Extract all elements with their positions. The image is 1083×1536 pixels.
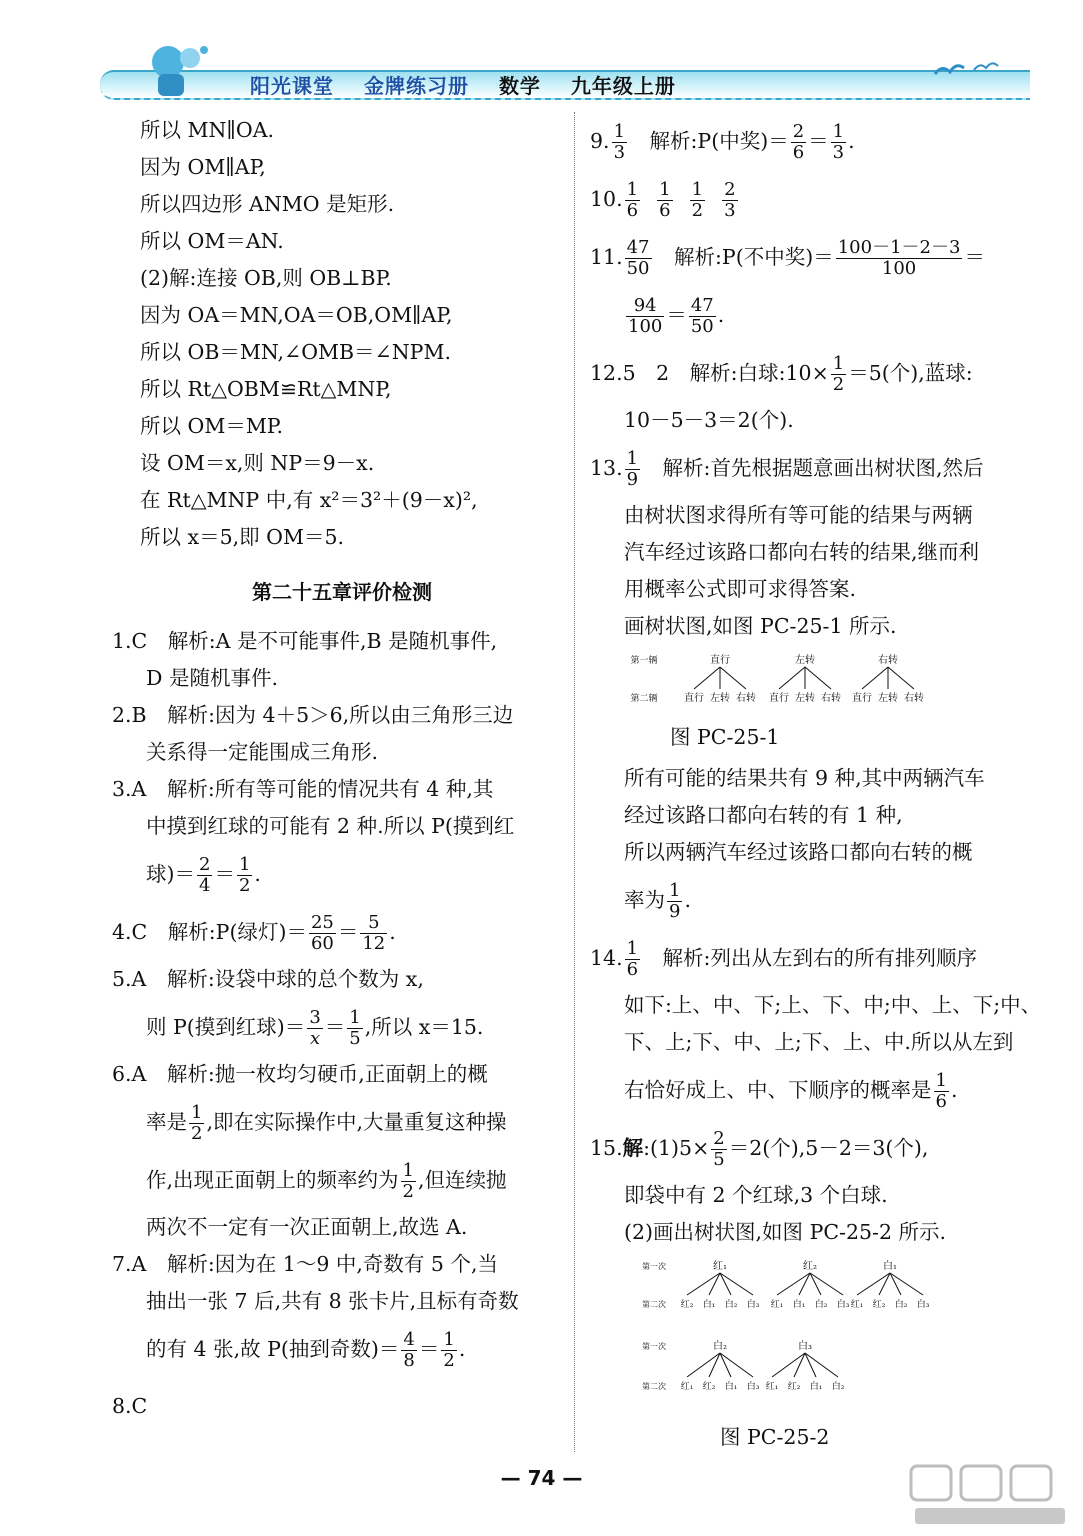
tree-branch — [720, 667, 746, 689]
fraction — [625, 939, 640, 980]
tree-row-label: 第二次 — [642, 1300, 666, 1309]
tree-node: 红₂ — [802, 1261, 818, 1272]
answer-line: 7.A 解析:因为在 1～9 中,奇数有 5 个,当 — [112, 1252, 498, 1276]
proof-line: 所以 x＝5,即 OM＝5. — [140, 525, 345, 549]
text: 的有 4 张,故 P(抽到奇数)＝ — [146, 1337, 400, 1361]
tree-diagram-pc-25-1 — [630, 651, 1060, 756]
denominator: 6 — [626, 959, 639, 980]
tree-row-label: 第一次 — [642, 1262, 666, 1271]
answer-line: 汽车经过该路口都向右转的结果,继而利 — [624, 540, 980, 564]
denominator: 6 — [935, 1091, 947, 1112]
denominator: 5 — [713, 1149, 725, 1170]
answer-line: 所以两辆汽车经过该路口都向右转的概 — [624, 840, 973, 864]
tree-leaf: 左转 — [878, 693, 898, 704]
answer-q3 — [112, 771, 572, 903]
text: . — [389, 920, 396, 944]
numerator: 1 — [402, 1160, 414, 1181]
header-grade: 九年级上册 — [570, 74, 676, 98]
tree-diagram-pc-25-2 — [640, 1257, 1060, 1456]
text: ,但连续抛 — [417, 1168, 507, 1192]
tree-leaf: 白₃ — [746, 1382, 760, 1392]
text: ,即在实际操作中,大量重复这种操 — [206, 1110, 507, 1134]
tree-leaf: 红₂ — [680, 1300, 694, 1310]
text: ＝2(个),5－2＝3(个), — [728, 1136, 929, 1160]
text: 解析:P(不中奖)＝ — [653, 245, 834, 269]
figure-caption: 图 PC-25-1 — [670, 725, 780, 749]
left-column — [112, 112, 572, 1425]
tree-leaf: 白₂ — [894, 1300, 908, 1310]
answer-line: 画树状图,如图 PC-25-1 所示. — [624, 614, 897, 638]
header-title — [250, 70, 698, 99]
proof-line: 所以 OM＝MP. — [140, 414, 283, 438]
fraction — [612, 122, 627, 163]
text: . — [254, 862, 261, 886]
text: 率是 — [146, 1110, 187, 1134]
denominator: 2 — [402, 1181, 414, 1202]
numerator: 1 — [832, 353, 845, 374]
tree-branch — [888, 667, 914, 689]
fraction — [667, 881, 682, 922]
text: . — [848, 129, 855, 153]
answer-line: 3.A 解析:所有等可能的情况共有 4 种,其 — [112, 777, 494, 801]
fraction — [237, 855, 252, 896]
fraction — [309, 913, 336, 954]
text: 13. — [590, 456, 623, 480]
answer-line: 即袋中有 2 个红球,3 个白球. — [624, 1183, 888, 1207]
answer-line: 1.C 解析:A 是不可能事件,B 是随机事件, — [112, 629, 498, 653]
answer-q12 — [590, 344, 1060, 439]
answer-line: 抽出一张 7 后,共有 8 张卡片,且标有奇数 — [146, 1289, 519, 1313]
tree-row-label: 第一辆 — [630, 656, 658, 666]
answer-line — [112, 1320, 572, 1378]
numerator: 2 — [724, 179, 736, 200]
proof-line: 因为 OA＝MN,OA＝OB,OM∥AP, — [140, 303, 453, 327]
text: ＝ — [324, 1015, 346, 1039]
denominator: 8 — [403, 1350, 415, 1371]
fraction — [197, 855, 212, 896]
numerator: 1 — [238, 854, 251, 875]
text: . — [684, 888, 691, 912]
tree-node: 左转 — [795, 655, 815, 666]
numerator: 1 — [659, 179, 671, 200]
tree-leaf: 白₃ — [746, 1300, 760, 1310]
tree-leaf: 白₁ — [792, 1300, 806, 1310]
text: ＝ — [418, 1337, 440, 1361]
numerator: 25 — [310, 912, 334, 933]
answer-line — [590, 871, 1060, 929]
denominator: 9 — [626, 469, 639, 490]
numerator: 94 — [626, 296, 664, 317]
tree-diagram-2 — [640, 1257, 950, 1407]
denominator: 6 — [626, 200, 639, 221]
fraction — [657, 180, 672, 221]
tree-branch — [694, 667, 720, 689]
text: 右恰好成上、中、下顺序的概率是 — [624, 1078, 932, 1102]
numerator: 1 — [349, 1007, 361, 1028]
tree-node: 白₁ — [882, 1261, 898, 1272]
fraction — [722, 180, 737, 221]
text: :(1)5× — [643, 1136, 710, 1160]
answer-line: 如下:上、中、下;上、下、中;中、上、下;中、 — [624, 993, 1042, 1017]
tree-leaf: 直行 — [852, 693, 872, 704]
answer-q2 — [112, 697, 572, 771]
answer-q14 — [590, 929, 1060, 1119]
tree-node: 右转 — [878, 655, 898, 666]
answer-line: D 是随机事件. — [146, 666, 278, 690]
tree-branch — [862, 667, 888, 689]
denominator: 100 — [881, 258, 917, 279]
fraction — [441, 1330, 456, 1371]
fraction — [625, 238, 652, 279]
fraction — [791, 122, 806, 163]
denominator: 50 — [626, 258, 650, 279]
fraction — [831, 354, 846, 395]
header-brand: 阳光课堂 — [250, 74, 334, 98]
fraction — [189, 1103, 204, 1144]
text: . — [717, 303, 725, 327]
tree-leaf: 右转 — [736, 693, 756, 704]
answer-line — [112, 998, 572, 1056]
answer-line: 由树状图求得所有等可能的结果与两辆 — [624, 503, 973, 527]
answer-line — [590, 929, 1060, 987]
fraction — [831, 122, 846, 163]
answer-line: 用概率公式即可求得答案. — [624, 577, 857, 601]
answer-line — [590, 228, 1060, 286]
denominator: 4 — [199, 875, 211, 896]
answer-q9 — [590, 112, 1060, 170]
answer-line — [590, 286, 1060, 344]
numerator: 1 — [626, 179, 639, 200]
fraction — [836, 238, 963, 279]
answer-q7 — [112, 1246, 572, 1378]
answer-q8: 8.C — [112, 1394, 148, 1418]
proof-line: 所以 OB＝MN,∠OMB＝∠NPM. — [140, 340, 451, 364]
text: 4.C 解析:P(绿灯)＝ — [112, 920, 307, 944]
denominator: 12 — [362, 933, 386, 954]
numerator: 5 — [360, 913, 387, 934]
proof-line: 所以 Rt△OBM≌Rt△MNP, — [140, 377, 392, 401]
text: 11. — [590, 245, 623, 269]
header-series: 金牌练习册 — [363, 74, 469, 98]
proof-line: 因为 OM∥AP, — [140, 155, 266, 179]
answer-line — [590, 344, 1060, 402]
answer-line: 关系得一定能围成三角形. — [146, 740, 379, 764]
tree-leaf: 左转 — [710, 693, 730, 704]
tree-leaf: 左转 — [795, 693, 815, 704]
proof-line: 在 Rt△MNP 中,有 x²＝3²＋(9－x)², — [140, 488, 478, 512]
denominator: 2 — [238, 875, 251, 896]
numerator: 3 — [309, 1007, 321, 1028]
tree-leaf: 直行 — [769, 693, 789, 704]
answer-line — [112, 1151, 572, 1209]
answer-q10 — [590, 170, 1060, 228]
denominator: 100 — [628, 316, 663, 337]
fraction — [625, 180, 640, 221]
text: ＝ — [808, 129, 829, 153]
numerator: 1 — [832, 121, 845, 142]
tree-leaf: 右转 — [904, 693, 924, 704]
fraction — [401, 1330, 416, 1371]
answer-line: 6.A 解析:抛一枚均匀硬币,正面朝上的概 — [112, 1062, 488, 1086]
text: ＝ — [337, 920, 359, 944]
text: ＝ — [214, 862, 235, 886]
proof-line: 所以四边形 ANMO 是矩形. — [140, 192, 395, 216]
fraction — [360, 913, 387, 954]
answer-line: 所有可能的结果共有 9 种,其中两辆汽车 — [624, 766, 985, 790]
tree-leaf: 白₂ — [831, 1382, 845, 1392]
answer-line: 下、上;下、中、上;下、上、中.所以从左到 — [624, 1030, 1014, 1054]
column-divider — [574, 112, 575, 1452]
denominator: 2 — [691, 200, 704, 221]
numerator: 1 — [443, 1329, 455, 1350]
section-title: 第二十五章评价检测 — [252, 580, 432, 604]
numerator: 100－1－2－3 — [837, 237, 961, 258]
tree-branch — [805, 667, 831, 689]
answer-q5 — [112, 961, 572, 1056]
answer-line: 经过该路口都向右转的有 1 种, — [624, 803, 903, 827]
tree-leaf: 白₁ — [724, 1382, 738, 1392]
tree-leaf: 白₁ — [702, 1300, 716, 1310]
tree-leaf: 红₁ — [770, 1300, 784, 1310]
numerator: 47 — [690, 295, 714, 316]
header-subject: 数学 — [498, 74, 541, 98]
denominator: 2 — [443, 1350, 455, 1371]
text: 球)＝ — [146, 862, 195, 886]
tree-leaf: 白₂ — [814, 1300, 828, 1310]
tree-leaf: 白₁ — [809, 1382, 823, 1392]
text: 9. — [590, 129, 610, 153]
tree-leaf: 白₃ — [916, 1300, 930, 1310]
text: 作,出现正面朝上的频率约为 — [146, 1168, 399, 1192]
denominator: 2 — [191, 1123, 203, 1144]
figure-caption: 图 PC-25-2 — [720, 1425, 830, 1449]
denominator: x — [309, 1028, 321, 1049]
denominator: 5 — [349, 1028, 361, 1049]
answer-line — [590, 1119, 1060, 1177]
fraction — [625, 449, 640, 490]
denominator: 60 — [310, 933, 334, 954]
fraction — [690, 180, 705, 221]
proof-line: 所以 OM＝AN. — [140, 229, 284, 253]
numerator: 1 — [935, 1070, 947, 1091]
numerator: 47 — [626, 237, 650, 258]
answer-line — [590, 1061, 1060, 1119]
numerator: 1 — [669, 880, 681, 901]
denominator: 3 — [613, 142, 626, 163]
answer-line — [112, 1093, 572, 1151]
page-header — [100, 60, 1030, 106]
answer-line: 中摸到红球的可能有 2 种.所以 P(摸到红 — [146, 814, 515, 838]
numerator: 1 — [626, 938, 639, 959]
tree-node: 白₃ — [797, 1341, 813, 1352]
text: 14. — [590, 946, 623, 970]
tree-node: 白₂ — [712, 1341, 728, 1352]
proof-line: (2)解:连接 OB,则 OB⊥BP. — [140, 266, 392, 290]
fraction — [689, 296, 716, 337]
tree-leaf: 红₁ — [680, 1382, 694, 1392]
numerator: 2 — [792, 121, 805, 142]
denominator: 3 — [832, 142, 845, 163]
tree-leaf: 红₂ — [872, 1300, 886, 1310]
fraction — [307, 1008, 322, 1049]
denominator: 3 — [724, 200, 736, 221]
tree-leaf: 右转 — [821, 693, 841, 704]
answer-line: 5.A 解析:设袋中球的总个数为 x, — [112, 967, 424, 991]
answer-q4 — [112, 903, 572, 961]
denominator: 50 — [690, 316, 714, 337]
text: 15. — [590, 1136, 623, 1160]
denominator: 6 — [659, 200, 671, 221]
answer-q11 — [590, 228, 1060, 344]
right-column — [590, 112, 1060, 1460]
answer-q6 — [112, 1056, 572, 1246]
numerator: 4 — [403, 1329, 415, 1350]
answer-line: 2.B 解析:因为 4＋5＞6,所以由三角形三边 — [112, 703, 514, 727]
text: 解 — [622, 1136, 644, 1160]
text: . — [950, 1078, 958, 1102]
tree-row-label: 第一次 — [642, 1342, 666, 1351]
numerator: 2 — [199, 854, 211, 875]
answer-line: 10－5－3＝2(个). — [624, 408, 794, 432]
proof-line: 所以 MN∥OA. — [140, 118, 275, 142]
fraction — [711, 1129, 726, 1170]
text: 解析:首先根据题意画出树状图,然后 — [642, 456, 984, 480]
fraction — [401, 1161, 416, 1202]
text: 则 P(摸到红球)＝ — [146, 1015, 306, 1039]
answer-line — [112, 845, 572, 903]
tree-leaf: 白₃ — [836, 1300, 850, 1310]
numerator: 1 — [613, 121, 626, 142]
denominator: 6 — [792, 142, 805, 163]
denominator: 9 — [669, 901, 681, 922]
tree-diagram-1 — [630, 651, 940, 707]
fraction — [347, 1008, 362, 1049]
text: 率为 — [624, 888, 665, 912]
answer-q13 — [590, 439, 1060, 929]
text: ＝ — [964, 245, 985, 269]
numerator: 1 — [691, 179, 704, 200]
tree-leaf: 红₂ — [702, 1382, 716, 1392]
text: 10. — [590, 187, 623, 211]
text: 12.5 2 解析:白球:10× — [590, 361, 829, 385]
denominator: 2 — [832, 374, 845, 395]
answer-line: 两次不一定有一次正面朝上,故选 A. — [146, 1215, 468, 1239]
answer-line: (2)画出树状图,如图 PC-25-2 所示. — [624, 1220, 947, 1244]
answer-q1 — [112, 623, 572, 697]
tree-row-label: 第二辆 — [630, 694, 658, 704]
numerator: 1 — [191, 1102, 203, 1123]
text: ＝5(个),蓝球: — [848, 361, 973, 385]
text: 解析:P(中奖)＝ — [629, 129, 789, 153]
text: . — [458, 1337, 466, 1361]
tree-node: 红₁ — [712, 1261, 728, 1272]
tree-row-label: 第二次 — [642, 1382, 666, 1391]
text: ＝ — [666, 303, 687, 327]
fraction — [626, 296, 664, 337]
fraction — [934, 1071, 949, 1112]
text: 解析:列出从左到右的所有排列顺序 — [642, 946, 977, 970]
tree-node: 直行 — [710, 655, 730, 666]
tree-branch — [779, 667, 805, 689]
tree-leaf: 红₁ — [765, 1382, 779, 1392]
tree-leaf: 直行 — [684, 693, 704, 704]
tree-leaf: 白₂ — [724, 1300, 738, 1310]
mascot-icon — [140, 40, 220, 100]
answer-q15 — [590, 1119, 1060, 1456]
text: ,所以 x＝15. — [364, 1015, 484, 1039]
numerator: 2 — [713, 1128, 725, 1149]
tree-leaf: 红₁ — [850, 1300, 864, 1310]
tree-leaf: 红₂ — [787, 1382, 801, 1392]
birds-icon — [930, 54, 1010, 84]
proof-line: 设 OM＝x,则 NP＝9－x. — [140, 451, 375, 475]
page-number: — 74 — — [500, 1466, 583, 1490]
numerator: 1 — [626, 448, 639, 469]
answer-line — [590, 439, 1060, 497]
watermark-logo — [905, 1460, 1075, 1530]
